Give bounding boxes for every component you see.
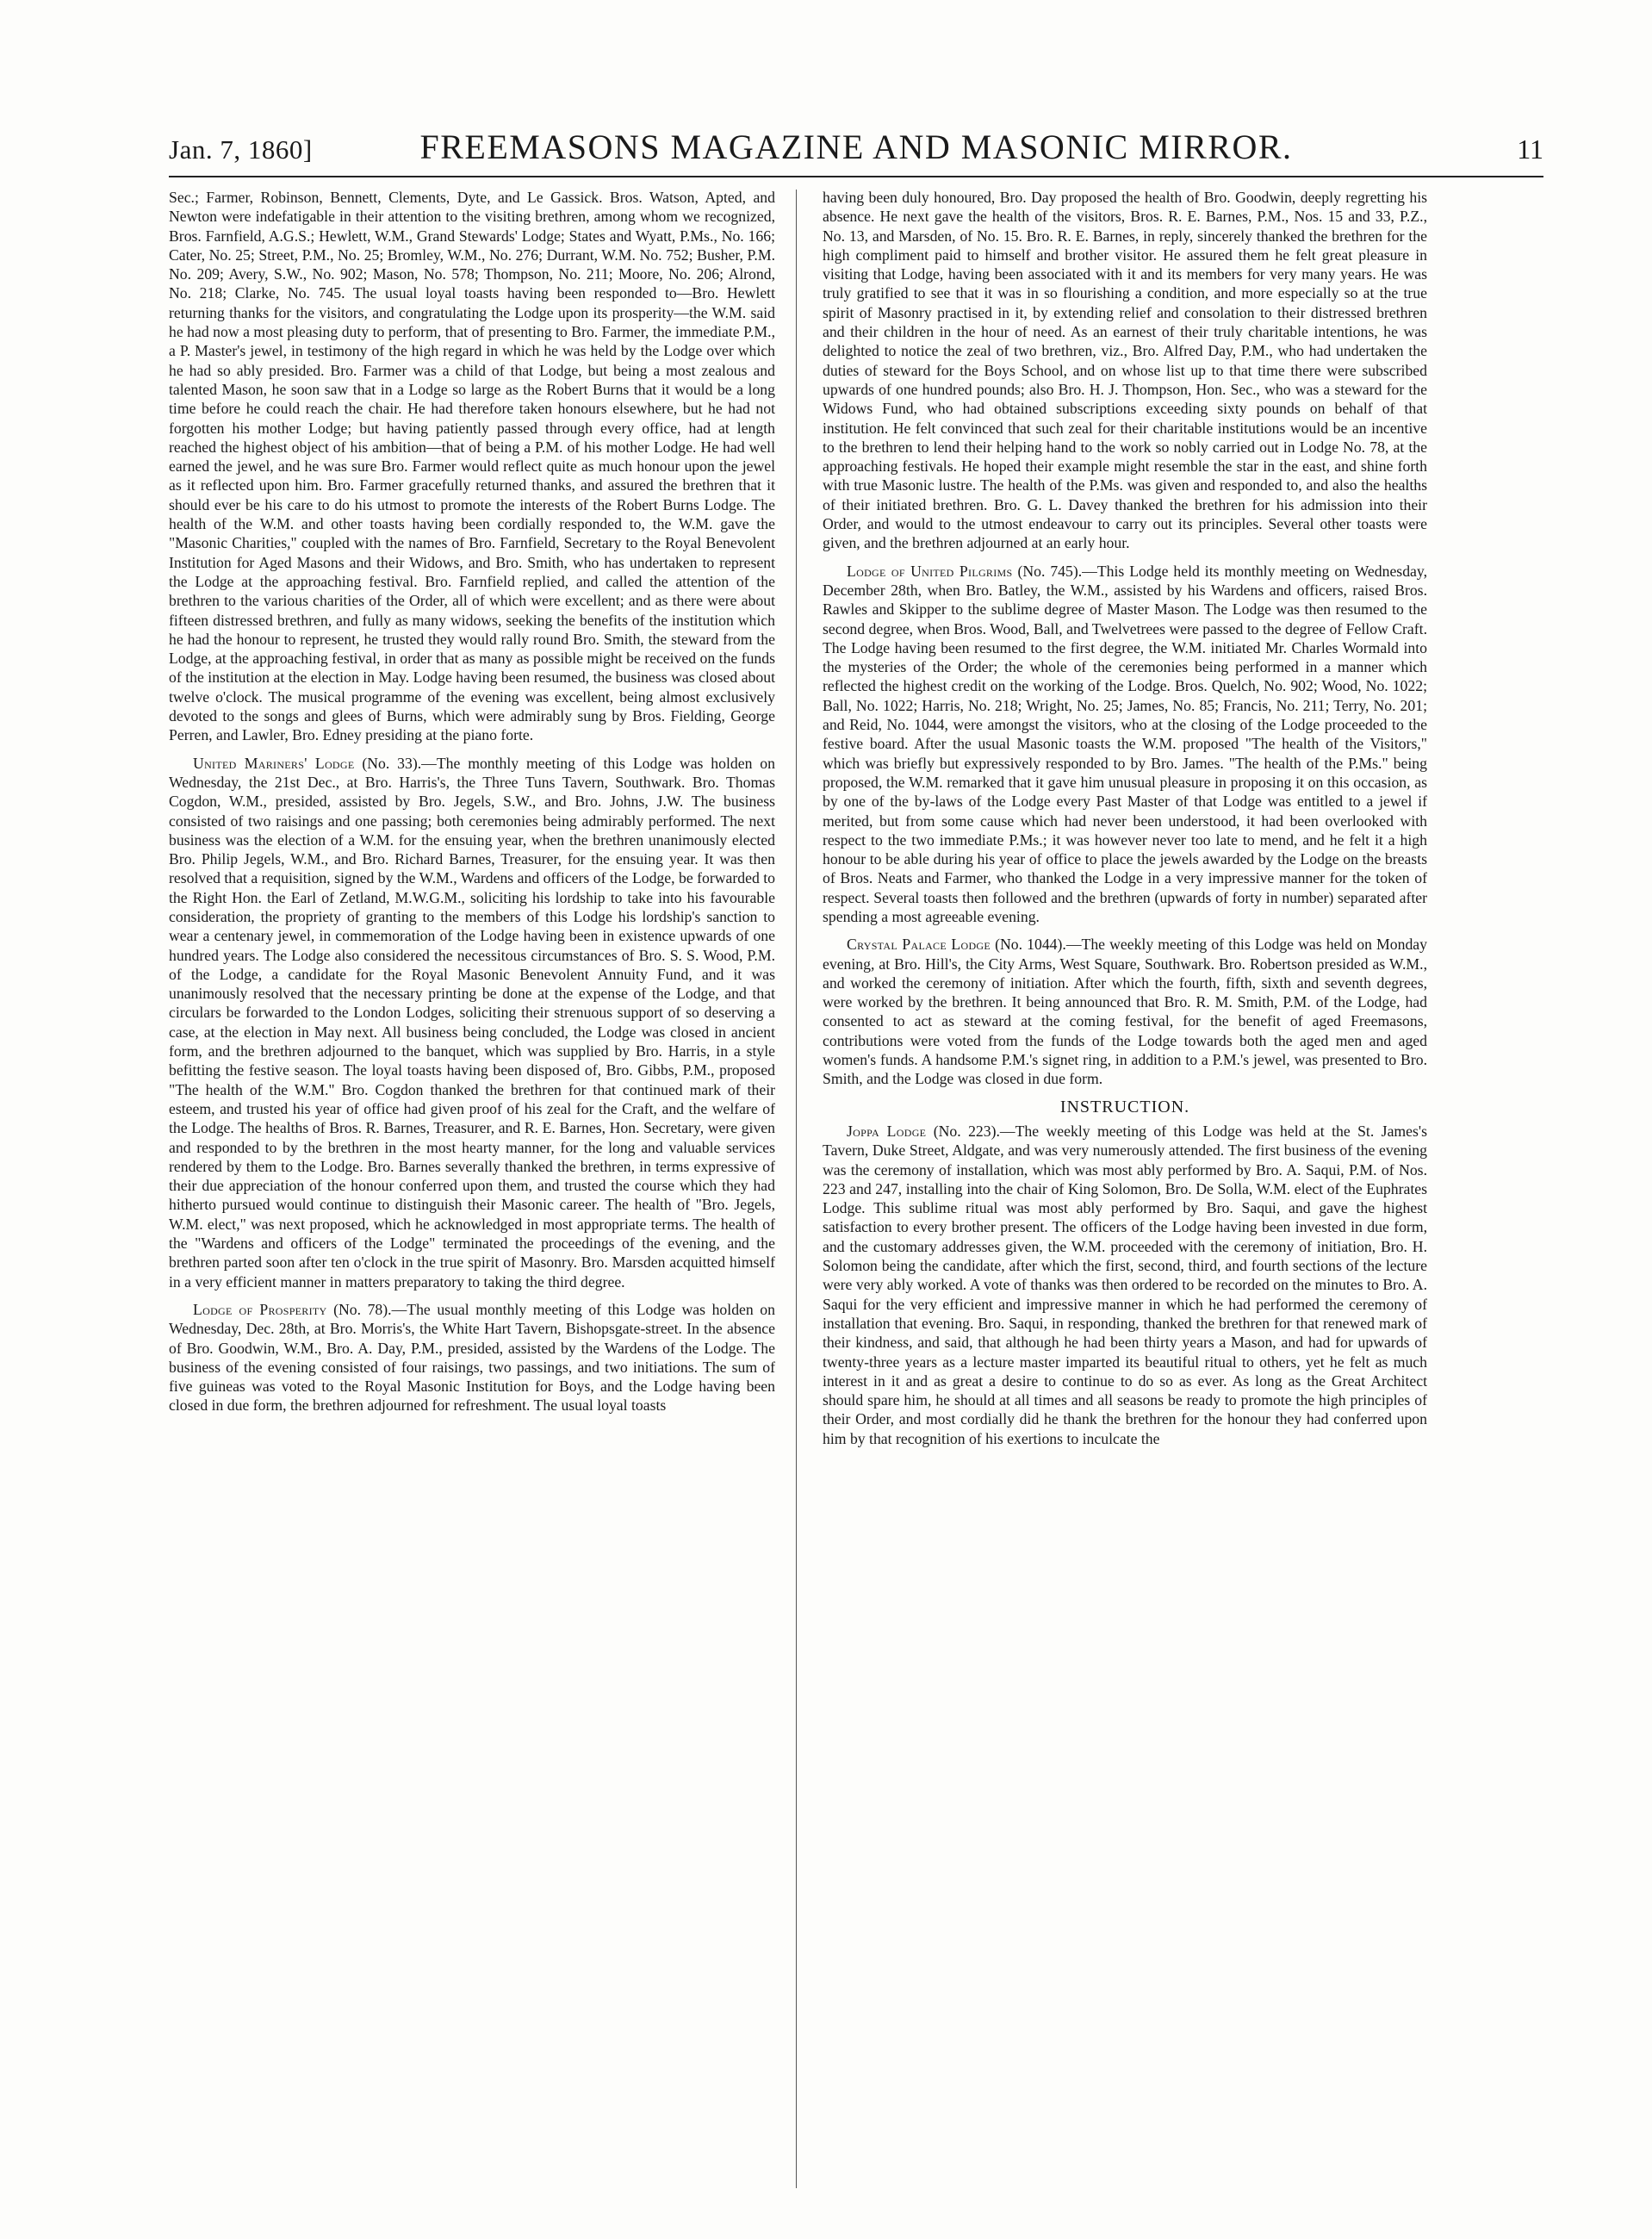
article-body: (No. 78).—The usual monthly meeting of this Lodge was holden on Wednesday, Dec. 28th, at Bro. Morris's, the White Hart Tavern, Bishopsgate-street. In the absence of Bro. Goodwin, W.M., Bro. A. Day, P.M., presided, assisted by the Wardens of the Lodge. The business of the evening consisted of four raisings, two passings, and two initiations. The sum of five guineas was voted to the Royal Masonic Institution for Boys, and the Lodge having been closed in due form, the brethren adjourned for refreshment. The usual loyal toasts [169, 1300, 775, 1415]
header-rule [169, 176, 1543, 177]
publication-title: FREEMASONS MAGAZINE AND MASONIC MIRROR. [419, 127, 1293, 166]
issue-date: Jan. 7, 1860] [169, 134, 313, 165]
column-divider [796, 190, 797, 2188]
right-column [823, 188, 1427, 2186]
article-crystal-palace [823, 935, 1427, 1088]
article-body: (No. 223).—The weekly meeting of this Lodge was held at the St. James's Tavern, Duke Street, Aldgate, and was very numerously attended. The first business of the evening was the ceremony of installation, which was most ably performed by Bro. A. Saqui, P.M. of Nos. 223 and 247, installing into the chair of King Solomon, Bro. De Solla, W.M. elect of the Euphrates Lodge. This sublime ritual was most ably performed by Bro. Saqui, and gave the highest satisfaction to every brother present. The officers of the Lodge having been invested in due form, and the customary addresses given, the W.M. proceeded with the ceremony of initiation, Bro. H. Solomon being the candidate, after which the first, second, third, and fourth sections of the lecture were very ably worked. A vote of thanks was then ordered to be recorded on the minutes to Bro. A. Saqui for the very efficient and impressive manner in which he had performed the ceremony of installation that evening. Bro. Saqui, in responding, thanked the brethren for that renewed mark of their kindness, and said, that although he had been thirty years a Mason, and had for upwards of twenty-three years as a lecture master imparted its beautiful ritual to others, yet he felt as much interest in it and as great a desire to continue to do so as ever. As long as the Great Architect should spare him, he should at all times and all seasons be ready to promote the high principles of their Order, and most cordially did he thank the brethren for the honour they had conferred upon him by that recognition of his exertions to inculcate the [823, 1122, 1427, 1447]
article-united-mariners [169, 754, 775, 1291]
lodge-heading: Joppa Lodge [847, 1122, 927, 1140]
lodge-heading: United Mariners' Lodge [193, 754, 355, 772]
article-continuation: Sec.; Farmer, Robinson, Bennett, Clements, Dyte, and Le Gassick. Bros. Watson, Apted, and Newton were indefatigable in their attention to the visiting brethren, among whom we recognized, Bros. Farnfield, A.G.S.; Hewlett, W.M., Grand Stewards' Lodge; States and Wyatt, P.Ms., No. 166; Cater, No. 25; Street, P.M., No. 25; Bromley, W.M., No. 276; Durrant, W.M. No. 752; Busher, P.M. No. 209; Avery, S.W., No. 902; Mason, No. 578; Thompson, No. 211; Moore, No. 206; Alrond, No. 218; Clarke, No. 745. The usual loyal toasts having been responded to—Bro. Hewlett returning thanks for the visitors, and congratulating the Lodge upon its prosperity—the W.M. said he had now a most pleasing duty to perform, that of presenting to Bro. Farmer, the immediate P.M., a P. Master's jewel, in testimony of the high regard in which he was held by the Lodge over which he had so ably presided. Bro. Farmer was a child of that Lodge, but being a most zealous and talented Mason, he soon saw that in a Lodge so large as the Robert Burns that it would be a long time before he could reach the chair. He had therefore taken honours elsewhere, but he had not forgotten his mother Lodge; but having patiently passed through every office, had at length reached the highest object of his ambition—that of being a P.M. of his mother Lodge. He had well earned the jewel, and he was sure Bro. Farmer would reflect quite as much honour upon the jewel as it reflected upon him. Bro. Farmer gracefully returned thanks, and assured the brethren that it should ever be his care to do his utmost to promote the interests of the Robert Burns Lodge. The health of the W.M. and other toasts having been cordially responded to, the W.M. gave the "Masonic Charities," coupled with the names of Bro. Farnfield, Secretary to the Royal Benevolent Institution for Aged Masons and their Widows, and Bro. Smith, who has undertaken to represent the Lodge at the approaching festival. Bro. Farnfield replied, and called the attention of the brethren to the various charities of the Order, all of which were excellent; and as there were about fifteen distressed brethren, and fully as many widows, seeking the benefits of the institution which he had the honour to represent, he trusted they would rally round Bro. Smith, the steward from the Lodge, at the approaching festival, in order that as many as possible might be received on the funds of the institution at the election in May. Lodge having been resumed, the business was closed about twelve o'clock. The musical programme of the evening was excellent, being almost exclusively devoted to the songs and glees of Burns, which were admirably sung by Bros. Fielding, George Perren, and Lawler, Bro. Edney presiding at the piano forte. [169, 189, 775, 744]
article-body: (No. 745).—This Lodge held its monthly meeting on Wednesday, December 28th, when Bro. Batley, the W.M., assisted by his Wardens and officers, raised Bros. Rawles and Skipper to the sublime degree of Master Mason. The Lodge was then resumed to the second degree, when Bros. Wood, Ball, and Twelvetrees were passed to the degree of Fellow Craft. The Lodge having been resumed to the first degree, the W.M. initiated Mr. Charles Wormald into the mysteries of the Order; the whole of the ceremonies being performed in a manner which reflected the highest credit on the working of the Lodge. Bros. Quelch, No. 902; Wood, No. 1022; Ball, No. 1022; Harris, No. 218; Wright, No. 25; James, No. 85; Francis, No. 211; Terry, No. 201; and Reid, No. 1044, were amongst the visitors, who at the closing of the Lodge proceeded to the festive board. After the usual Masonic toasts the W.M. proposed "The health of the Visitors," which was briefly but expressively responded to by Bro. James. "The health of the P.Ms." being proposed, the W.M. remarked that it gave him unusual pleasure in proposing it on this occasion, as by one of the by-laws of the Lodge every Past Master of that Lodge was entitled to a jewel if merited, but from some cause which had never been understood, it had been overlooked with respect to the two immediate P.Ms.; it was however never too late to mend, and he felt it a high honour to be able during his year of office to place the jewels awarded by the Lodge on the breasts of Bros. Neats and Farmer, who thanked the Lodge in a very impressive manner for the token of respect. Several toasts then followed and the brethren (upwards of forty in number) separated after spending a most agreeable evening. [823, 562, 1427, 925]
article-continuation: having been duly honoured, Bro. Day proposed the health of Bro. Goodwin, deeply regretting his absence. He next gave the health of the visitors, Bros. R. E. Barnes, P.M., Nos. 15 and 33, P.Z., No. 13, and Marsden, of No. 15. Bro. R. E. Barnes, in reply, sincerely thanked the brethren for the high compliment paid to himself and brother visitor. He assured them he felt great pleasure in visiting that Lodge, having been associated with it and its members for very many years. He was truly gratified to see that it was in so flourishing a condition, and more especially so at the true spirit of Masonry practised in it, by extending relief and consolation to their distressed brethren and their children in the hour of need. As an earnest of their truly charitable intentions, he was delighted to notice the zeal of two brethren, viz., Bro. Alfred Day, P.M., who had undertaken the duties of steward for the Boys School, and on whose list up to that time there were subscribed upwards of one hundred pounds; also Bro. H. J. Thompson, Hon. Sec., who was a steward for the Widows Fund, who had obtained subscriptions exceeding sixty pounds on behalf of that institution. He felt convinced that such zeal for their charitable institutions would be an incentive to the brethren to lend their helping hand to the work so nobly carried out in Lodge No. 78, at the approaching festivals. He hoped their example might resemble the star in the east, and shine forth with true Masonic lustre. The health of the P.Ms. was given and responded to, and also the healths of their initiated brethren. Bro. G. L. Davey thanked the brethren for his admission into their Order, and would to the utmost endeavour to carry out its principles. Several other toasts were given, and the brethren adjourned at an early hour. [823, 189, 1427, 552]
page-number: 11 [1517, 134, 1543, 165]
article-prosperity [169, 1300, 775, 1415]
lodge-heading: Lodge of Prosperity [193, 1300, 327, 1318]
masthead [169, 122, 1543, 169]
left-column [169, 188, 775, 2186]
article-body: (No. 33).—The monthly meeting of this Lodge was holden on Wednesday, the 21st Dec., at Bro. Harris's, the Three Tuns Tavern, Southwark. Bro. Thomas Cogdon, W.M., presided, assisted by Bro. Jegels, S.W., and Bro. Johns, J.W. The business consisted of two raisings and one passing; both ceremonies being admirably performed. The next business was the election of a W.M. for the ensuing year, when the brethren unanimously elected Bro. Philip Jegels, W.M., and Bro. Richard Barnes, Treasurer, for the ensuing year. It was then resolved that a requisition, signed by the W.M., Wardens and officers of the Lodge, be forwarded to the Right Hon. the Earl of Zetland, M.W.G.M., soliciting his lordship to take into his favourable consideration, the propriety of granting to the members of this Lodge his lordship's sanction to wear a centenary jewel, in commemoration of the Lodge having been in existence upwards of one hundred years. The Lodge also considered the necessitous circumstances of Bro. S. S. Wood, P.M. of the Lodge, a candidate for the Royal Masonic Benevolent Annuity Fund, and it was unanimously resolved that the necessary printing be done at the expense of the Lodge, and that circulars be forwarded to the London Lodges, soliciting their strenuous support of so deserving a case, at the election in May next. All business being concluded, the Lodge was closed in ancient form, and the brethren adjourned to the banquet, which was supplied by Bro. Harris, in a style befitting the festive season. The loyal toasts having been disposed of, Bro. Gibbs, P.M., proposed "The health of the W.M." Bro. Cogdon thanked the brethren for that continued mark of their esteem, and trusted his year of office had given proof of his zeal for the Craft, and the welfare of the Lodge. The healths of Bros. R. Barnes, Treasurer, and R. E. Barnes, Hon. Secretary, were given and responded to by the brethren in the most hearty manner, for the long and valuable services rendered by them to the Lodge. Bro. Barnes severally thanked the brethren, in terms expressive of their due appreciation of the honour conferred upon them, and trusted the course which they had hitherto pursued would continue to distinguish their Masonic career. The health of "Bro. Jegels, W.M. elect," was next proposed, which he acknowledged in most appropriate terms. The health of the "Wardens and officers of the Lodge" terminated the proceedings of the evening, and the brethren parted soon after ten o'clock in the true spirit of Masonry. Bro. Marsden acquitted himself in a very efficient manner in matters preparatory to taking the third degree. [169, 754, 775, 1291]
lodge-heading: Lodge of United Pilgrims [847, 562, 1013, 580]
section-heading-instruction: INSTRUCTION. [1059, 1097, 1190, 1116]
article-joppa [823, 1122, 1427, 1448]
lodge-heading: Crystal Palace Lodge [847, 936, 991, 954]
article-united-pilgrims [823, 562, 1427, 927]
article-body: (No. 1044).—The weekly meeting of this Lodge was held on Monday evening, at Bro. Hill's, the City Arms, West Square, Southwark. Bro. Robertson presided as W.M., and worked the ceremony of initiation. After which the fourth, fifth, sixth and seventh degrees, were worked by the brethren. It being announced that Bro. R. M. Smith, P.M. of the Lodge, had consented to act as steward at the coming festival, for the benefit of aged Freemasons, contributions were voted from the funds of the Lodge towards both the aged men and aged women's funds. A handsome P.M.'s signet ring, in addition to a P.M.'s jewel, was presented to Bro. Smith, and the Lodge was closed in due form. [823, 936, 1427, 1088]
